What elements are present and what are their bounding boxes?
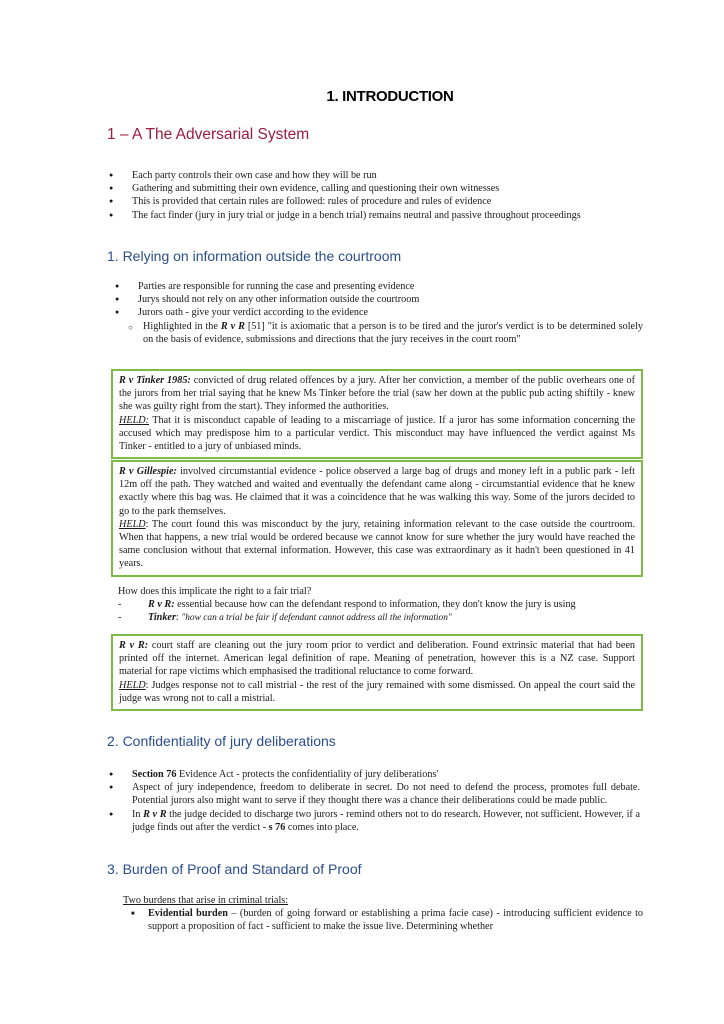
list-item: ● Parties are responsible for running the case and presenting evidence — [113, 280, 646, 293]
case-name: R v R — [143, 808, 167, 820]
list-item: ■ Evidential burden – (burden of going forward or establishing a prima facie case) - introducing sufficient evidence to support a proposition of fact - sufficient to make the issue live. Determining whether — [123, 907, 643, 933]
section-heading-adversarial: 1 – A The Adversarial System — [107, 126, 310, 143]
page-title: 1. INTRODUCTION — [326, 88, 454, 105]
list-item: ● This is provided that certain rules are followed: rules of procedure and rules of evidence — [107, 195, 640, 208]
outside-info-bullet-list — [113, 280, 646, 320]
list-item: ● Aspect of jury independence, freedom to deliberate in secret. Do not need to defend the process, promotes full debate. Potential jurors also might want to serve if they thought there was a chance their deliberations could be made public. — [107, 781, 640, 807]
case-box-r-v-r: R v R: court staff are cleaning out the jury room prior to verdict and deliberation. Found extrinsic material that had been printed off the internet. American legal definition of rape. Meaning of penetration, however this is a NZ case. Support material for rape victims which emphasised the traditional reluctance to come forward. HELD: Judges response not to call mistrial - the rest of the jury remained with some dismissed. On appeal the court said the judge was wrong not to call a mistrial. — [111, 634, 643, 711]
burden-intro: Two burdens that arise in criminal trials: — [123, 895, 289, 906]
list-item: ○ Highlighted in the R v R [51] "it is axiomatic that a person is to be tired and the juror's verdict is to be determined solely on the basis of evidence, submissions and directions that the jury receives in the court room" — [113, 320, 643, 346]
held-label: HELD — [119, 679, 146, 691]
list-item: ● Each party controls their own case and how they will be run — [107, 169, 640, 182]
list-item: ● In R v R the judge decided to discharge two jurors - remind others not to do research. However, not sufficient. However, if a judge finds out after the verdict - s 76 comes into place. — [107, 808, 640, 834]
held-label: HELD — [119, 518, 146, 530]
section-heading-confidentiality: 2. Confidentiality of jury deliberations — [107, 733, 336, 749]
case-name: R v Gillespie: — [119, 466, 177, 477]
quote: "how can a trial be fair if defendant cannot address all the information" — [181, 613, 452, 624]
adversarial-bullet-list — [107, 169, 640, 222]
list-item: ● Jurors oath - give your verdict according to the evidence — [113, 306, 646, 319]
burden-bullet-list — [123, 907, 643, 933]
case-name: R v Tinker 1985: — [119, 375, 191, 386]
section-heading-burden-of-proof: 3. Burden of Proof and Standard of Proof — [107, 861, 362, 877]
list-item: - Tinker: "how can a trial be fair if defendant cannot address all the information" — [118, 612, 452, 624]
case-box-tinker: R v Tinker 1985: convicted of drug related offences by a jury. After her conviction, a member of the public overhears one of the jurors from her trial saying that he knew Ms Tinker before the trial (saw her down at the public pub acting shiftily - knew she was guilty right from the start). They informed the authorities. HELD: That it is misconduct capable of leading to a miscarriage of justice. If a juror has some information concerning the accused which may predispose him to a particular verdict. This misconduct may have influenced the verdict against Ms Tinker - entitled to a jury of unbiased minds. — [111, 369, 643, 459]
list-item: - R v R: essential because how can the defendant respond to information, they don't know the jury is using — [118, 599, 576, 611]
confidentiality-bullet-list — [107, 768, 640, 834]
case-box-gillespie: R v Gillespie: involved circumstantial evidence - police observed a large bag of drugs and money left in a public park - left 12m off the path. They watched and waited and eventually the defendant came along - circumstantial evidence that he knew exactly where this bag was. He claimed that it was a coincidence that he was walking this way. Some of the jurors decided to go to the park themselves. HELD: The court found this was misconduct by the jury, retaining information relevant to the case outside the courtroom. When that happens, a new trial would be ordered because we cannot know for sure whether the jury would have reached the same conclusion without that external information. However, this case was extraordinary as it hadn't been questioned in 41 years. — [111, 460, 643, 577]
section-heading-outside-info: 1. Relying on information outside the courtroom — [107, 248, 402, 264]
case-name: R v R: — [148, 599, 175, 611]
fair-trial-block — [118, 585, 643, 626]
held-label: HELD: — [119, 414, 149, 426]
case-name: R v R — [220, 321, 245, 332]
case-name: Tinker — [148, 612, 176, 624]
list-item: ● Jurys should not rely on any other information outside the courtroom — [113, 293, 646, 306]
list-item: ● Gathering and submitting their own evidence, calling and questioning their own witnesses — [107, 182, 640, 195]
list-item: ● The fact finder (jury in jury trial or judge in a bench trial) remains neutral and passive throughout proceedings — [107, 209, 640, 222]
list-item: ● Section 76 Evidence Act - protects the confidentiality of jury deliberations' — [107, 768, 640, 781]
case-name: R v R: — [119, 640, 149, 651]
outside-info-sub-list — [113, 320, 643, 346]
fair-trial-question: How does this implicate the right to a fair trial? — [118, 586, 312, 597]
